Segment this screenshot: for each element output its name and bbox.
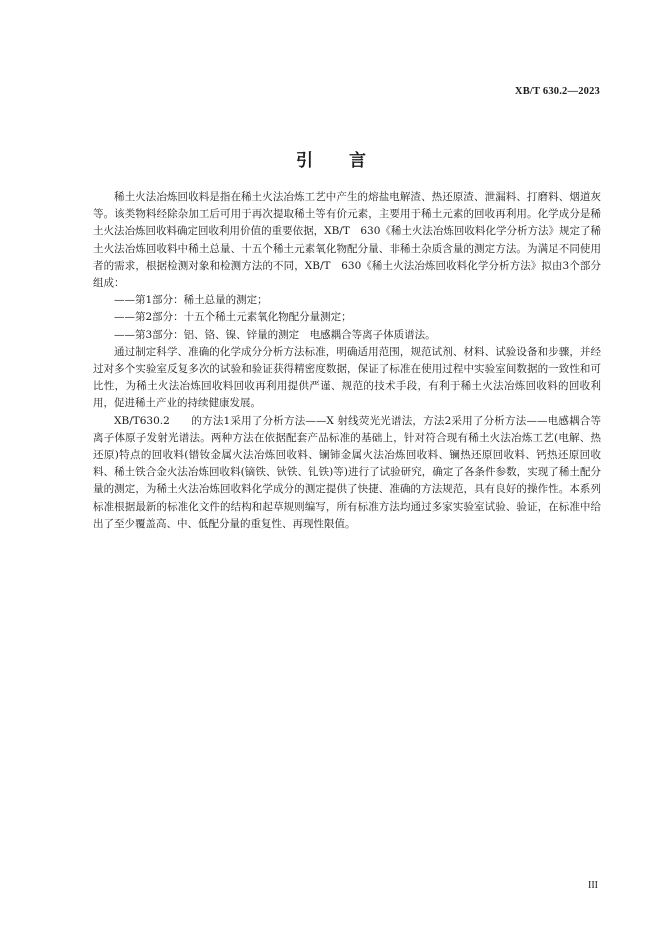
list-item-part-2: ——第2部分：十五个稀土元素氧化物配分量测定；: [114, 311, 352, 324]
paragraph-intro: 稀土火法冶炼回收料是指在稀土火法冶炼工艺中产生的熔盐电解渣、热还原渣、泄漏料、打磨料、烟道灰等。该类物料经除杂加工后可用于再次提取稀土等有价元素，主要用于稀土元素的回收再利用。化学成分是稀土火法冶炼回收料确定回收利用价值的重要依据，XB/T 630《稀土火法冶炼回收料化学分析方法》规定了稀土火法冶炼回收料中稀土总量、十五个稀土元素氧化物配分量、非稀土杂质含量的测定方法。为满足不同使用者的需求，根据检测对象和检测方法的不同，XB/T 630《稀土火法冶炼回收料化学分析方法》拟由3个部分组成：: [93, 191, 601, 290]
list-item-part-1: ——第1部分：稀土总量的测定；: [114, 294, 268, 307]
paragraph-purpose: 通过制定科学、准确的化学成分分析方法标准，明确适用范围，规范试剂、材料、试验设备和步骤，并经过对多个实验室反复多次的试验和验证获得精密度数据，保证了标准在使用过程中实验室间数据的一致性和可比性，为稀土火法冶炼回收料回收再利用提供严谨、规范的技术手段，有利于稀土火法冶炼回收料的回收利用，促进稀土产业的持续健康发展。: [93, 345, 601, 410]
paragraph-methods: XB/T630.2 的方法1采用了分析方法——X 射线荧光光谱法，方法2采用了分析方法——电感耦合等离子体原子发射光谱法。两种方法在依据配套产品标准的基础上，针对符合现有稀土火法冶炼工艺(电解、热还原)特点的回收料(镨钕金属火法冶炼回收料、镧铈金属火法冶炼回收料、镧热还原回收料、钙热还原回收料、稀土铁合金火法冶炼回收料(镝铁、钬铁、钆铁)等)进行了试验研究，确定了各条件参数，实现了稀土配分量的测定，为稀土火法冶炼回收料化学成分的测定提供了快捷、准确的方法规范，具有良好的操作性。本系列标准根据最新的标准化文件的结构和起草规则编写，所有标准方法均通过多家实验室试验、验证，在标准中给出了至少覆盖高、中、低配分量的重复性、再现性限值。: [93, 414, 601, 530]
list-item-part-3: ——第3部分：铝、铬、镍、锌量的测定 电感耦合等离子体质谱法。: [114, 328, 436, 341]
page-number: III: [588, 880, 598, 891]
page-title: 引言: [296, 151, 402, 171]
document-code: XB/T 630.2—2023: [514, 86, 600, 97]
body-text: [93, 189, 601, 533]
